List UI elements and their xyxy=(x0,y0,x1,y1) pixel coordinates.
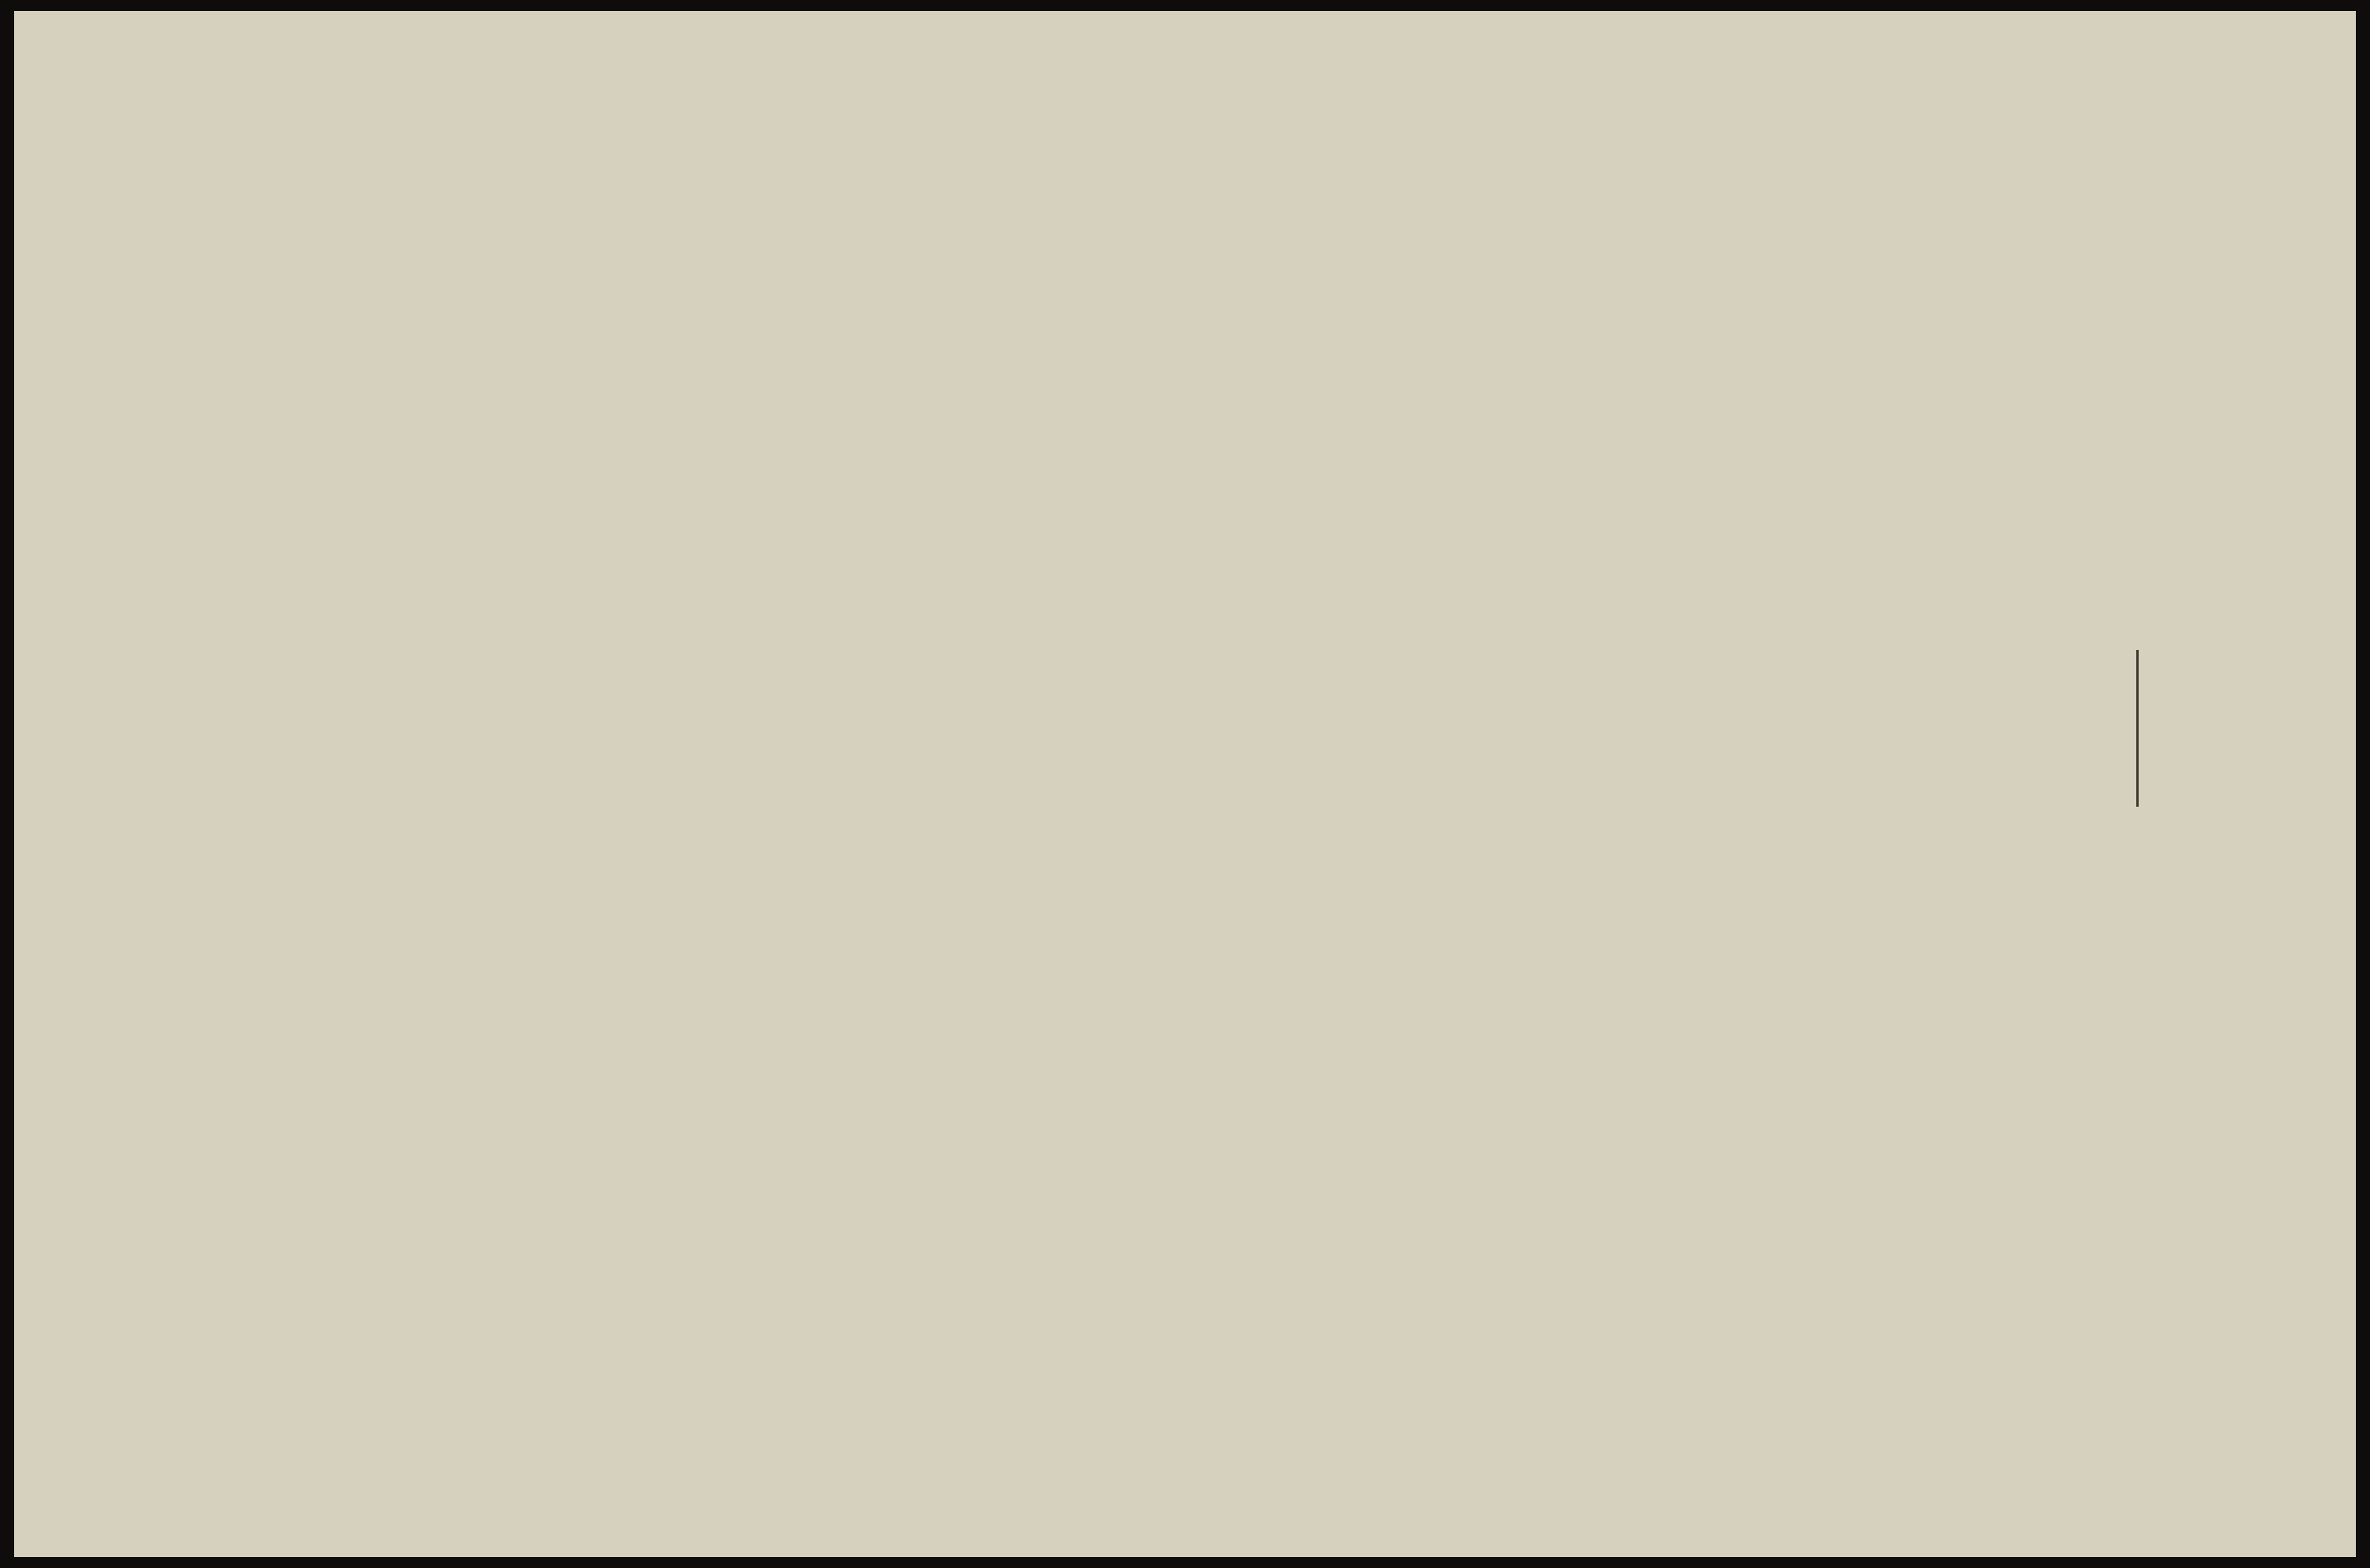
scanned-page xyxy=(14,11,2356,1557)
page-header xyxy=(2207,129,2254,1439)
page-body xyxy=(2136,129,2179,1328)
closing-rule xyxy=(2136,650,2139,807)
show-through-from-reverse xyxy=(685,1265,2136,1516)
rotated-page-content xyxy=(14,11,2356,1557)
